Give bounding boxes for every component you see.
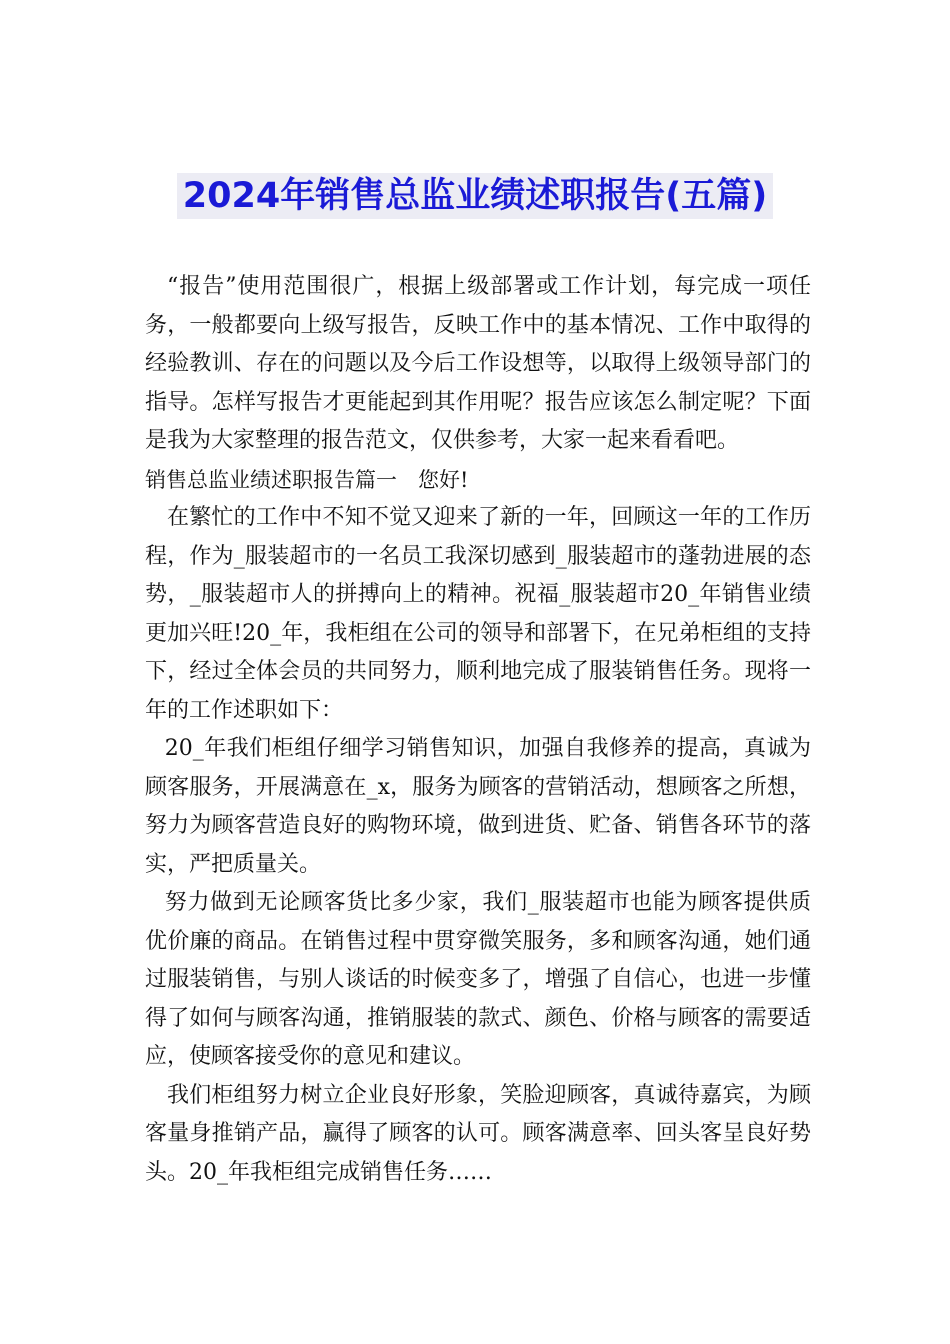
body-paragraph: 20_年我们柜组仔细学习销售知识，加强自我修养的提高，真诚为顾客服务，开展满意在_x，服务为顾客的营销活动，想顾客之所想，努力为顾客营造良好的购物环境，做到进货、贮备、销售各环节的落实，严把质量关。 (145, 736, 811, 877)
intro-paragraph: “报告”使用范围很广，根据上级部署或工作计划，每完成一项任务，一般都要向上级写报告，反映工作中的基本情况、工作中取得的经验教训、存在的问题以及今后工作设想等，以取得上级领导部门的指导。怎样写报告才更能起到其作用呢？报告应该怎么制定呢？下面是我为大家整理的报告范文，仅供参考，大家一起来看看吧。 (145, 274, 811, 453)
document-body (145, 268, 811, 1192)
body-paragraph: 在繁忙的工作中不知不觉又迎来了新的一年，回顾这一年的工作历程，作为_服装超市的一名员工我深切感到_服装超市的蓬勃进展的态势，_服装超市人的拼搏向上的精神。祝福_服装超市20_年销售业绩更加兴旺!20_年，我柜组在公司的领导和部署下，在兄弟柜组的支持下，经过全体会员的共同努力，顺利地完成了服装销售任务。现将一年的工作述职如下： (145, 505, 811, 723)
title-container (0, 173, 950, 219)
body-paragraph: 努力做到无论顾客货比多少家，我们_服装超市也能为顾客提供质优价廉的商品。在销售过程中贯穿微笑服务，多和顾客沟通，她们通过服装销售，与别人谈话的时候变多了，增强了自信心，也进一步懂得了如何与顾客沟通，推销服装的款式、颜色、价格与顾客的需要适应，使顾客接受你的意见和建议。 (145, 890, 811, 1069)
body-paragraph: 我们柜组努力树立企业良好形象，笑脸迎顾客，真诚待嘉宾，为顾客量身推销产品，赢得了顾客的认可。顾客满意率、回头客呈良好势头。20_年我柜组完成销售任务…… (145, 1082, 811, 1185)
document-title: 2024年销售总监业绩述职报告(五篇) (177, 173, 773, 219)
section-heading: 销售总监业绩述职报告篇一 您好! (145, 467, 469, 492)
